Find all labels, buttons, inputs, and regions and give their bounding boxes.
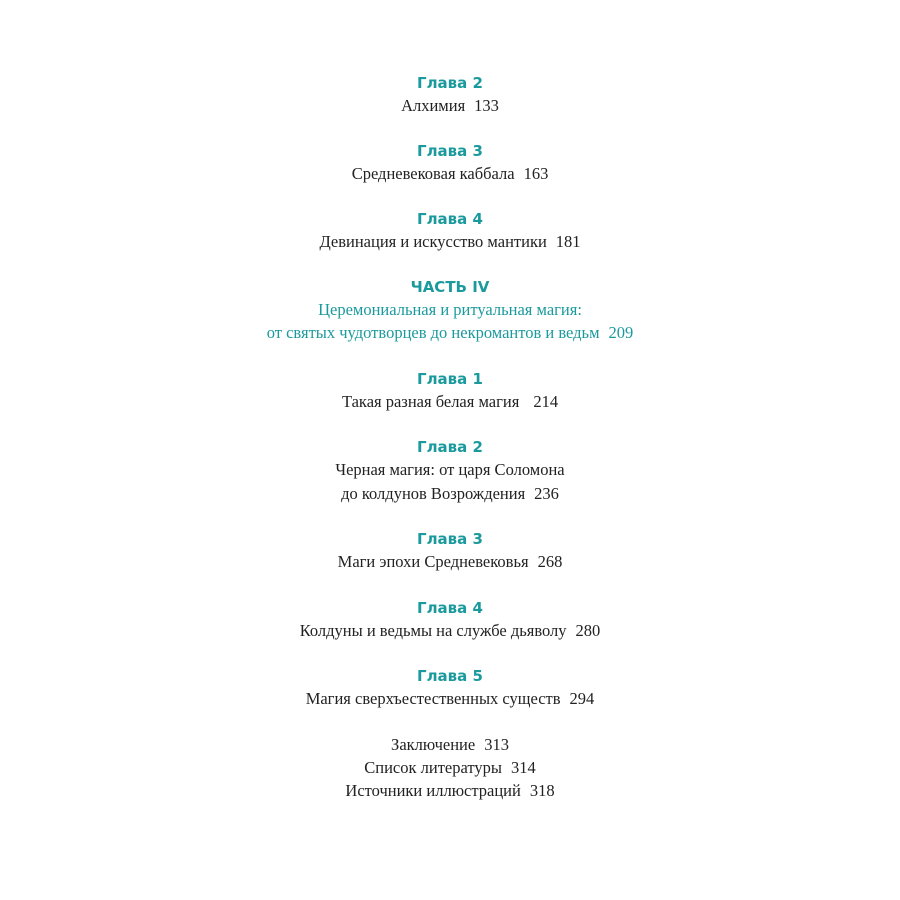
entry-title: Средневековая каббала	[351, 164, 515, 183]
toc-entry	[0, 734, 900, 756]
toc-entry	[0, 483, 900, 505]
toc-entry	[0, 780, 900, 802]
page-number: 163	[523, 164, 549, 183]
toc-entry	[0, 322, 900, 344]
part-heading: ЧАСТЬ IV	[410, 278, 490, 296]
page-number: 181	[555, 232, 581, 251]
toc-entry	[0, 688, 900, 710]
part-title-line: Церемониальная и ритуальная магия:	[318, 300, 582, 319]
toc-entry	[0, 551, 900, 573]
toc-entry	[0, 163, 900, 185]
entry-title: Источники иллюстраций	[345, 781, 521, 800]
page-number: 318	[529, 781, 555, 800]
page-number: 294	[569, 689, 595, 708]
entry-title: Колдуны и ведьмы на службе дьяволу	[299, 621, 567, 640]
entry-title: от святых чудотворцев до некромантов и ведьм	[266, 323, 600, 342]
entry-title: Список литературы	[364, 758, 502, 777]
toc-entry	[0, 95, 900, 117]
toc-entry	[0, 391, 900, 413]
page-number: 313	[484, 735, 509, 754]
entry-title: Такая разная белая магия	[341, 392, 520, 411]
entry-title: Девинация и искусство мантики	[319, 232, 547, 251]
entry-title-line: Черная магия: от царя Соломона	[335, 460, 565, 479]
toc-entry	[0, 757, 900, 779]
page-number: 209	[608, 323, 634, 342]
entry-title: Маги эпохи Средневековья	[337, 552, 529, 571]
chapter-heading: Глава 3	[417, 530, 483, 548]
entry-title: Магия сверхъестественных существ	[305, 689, 561, 708]
chapter-heading: Глава 2	[417, 74, 483, 92]
chapter-heading: Глава 2	[417, 438, 483, 456]
chapter-heading: Глава 4	[417, 599, 483, 617]
entry-title: до колдунов Возрождения	[341, 484, 526, 503]
page-number: 268	[537, 552, 563, 571]
page-number: 314	[510, 758, 536, 777]
chapter-heading: Глава 1	[417, 370, 483, 388]
toc-entry	[0, 620, 900, 642]
page-number: 214	[533, 392, 559, 411]
entry-title: Алхимия	[401, 96, 466, 115]
chapter-heading: Глава 3	[417, 142, 483, 160]
chapter-heading: Глава 4	[417, 210, 483, 228]
page-number: 280	[575, 621, 601, 640]
toc-entry	[0, 231, 900, 253]
page-number: 236	[534, 484, 559, 503]
page-number: 133	[474, 96, 499, 115]
entry-title: Заключение	[391, 735, 476, 754]
chapter-heading: Глава 5	[417, 667, 483, 685]
